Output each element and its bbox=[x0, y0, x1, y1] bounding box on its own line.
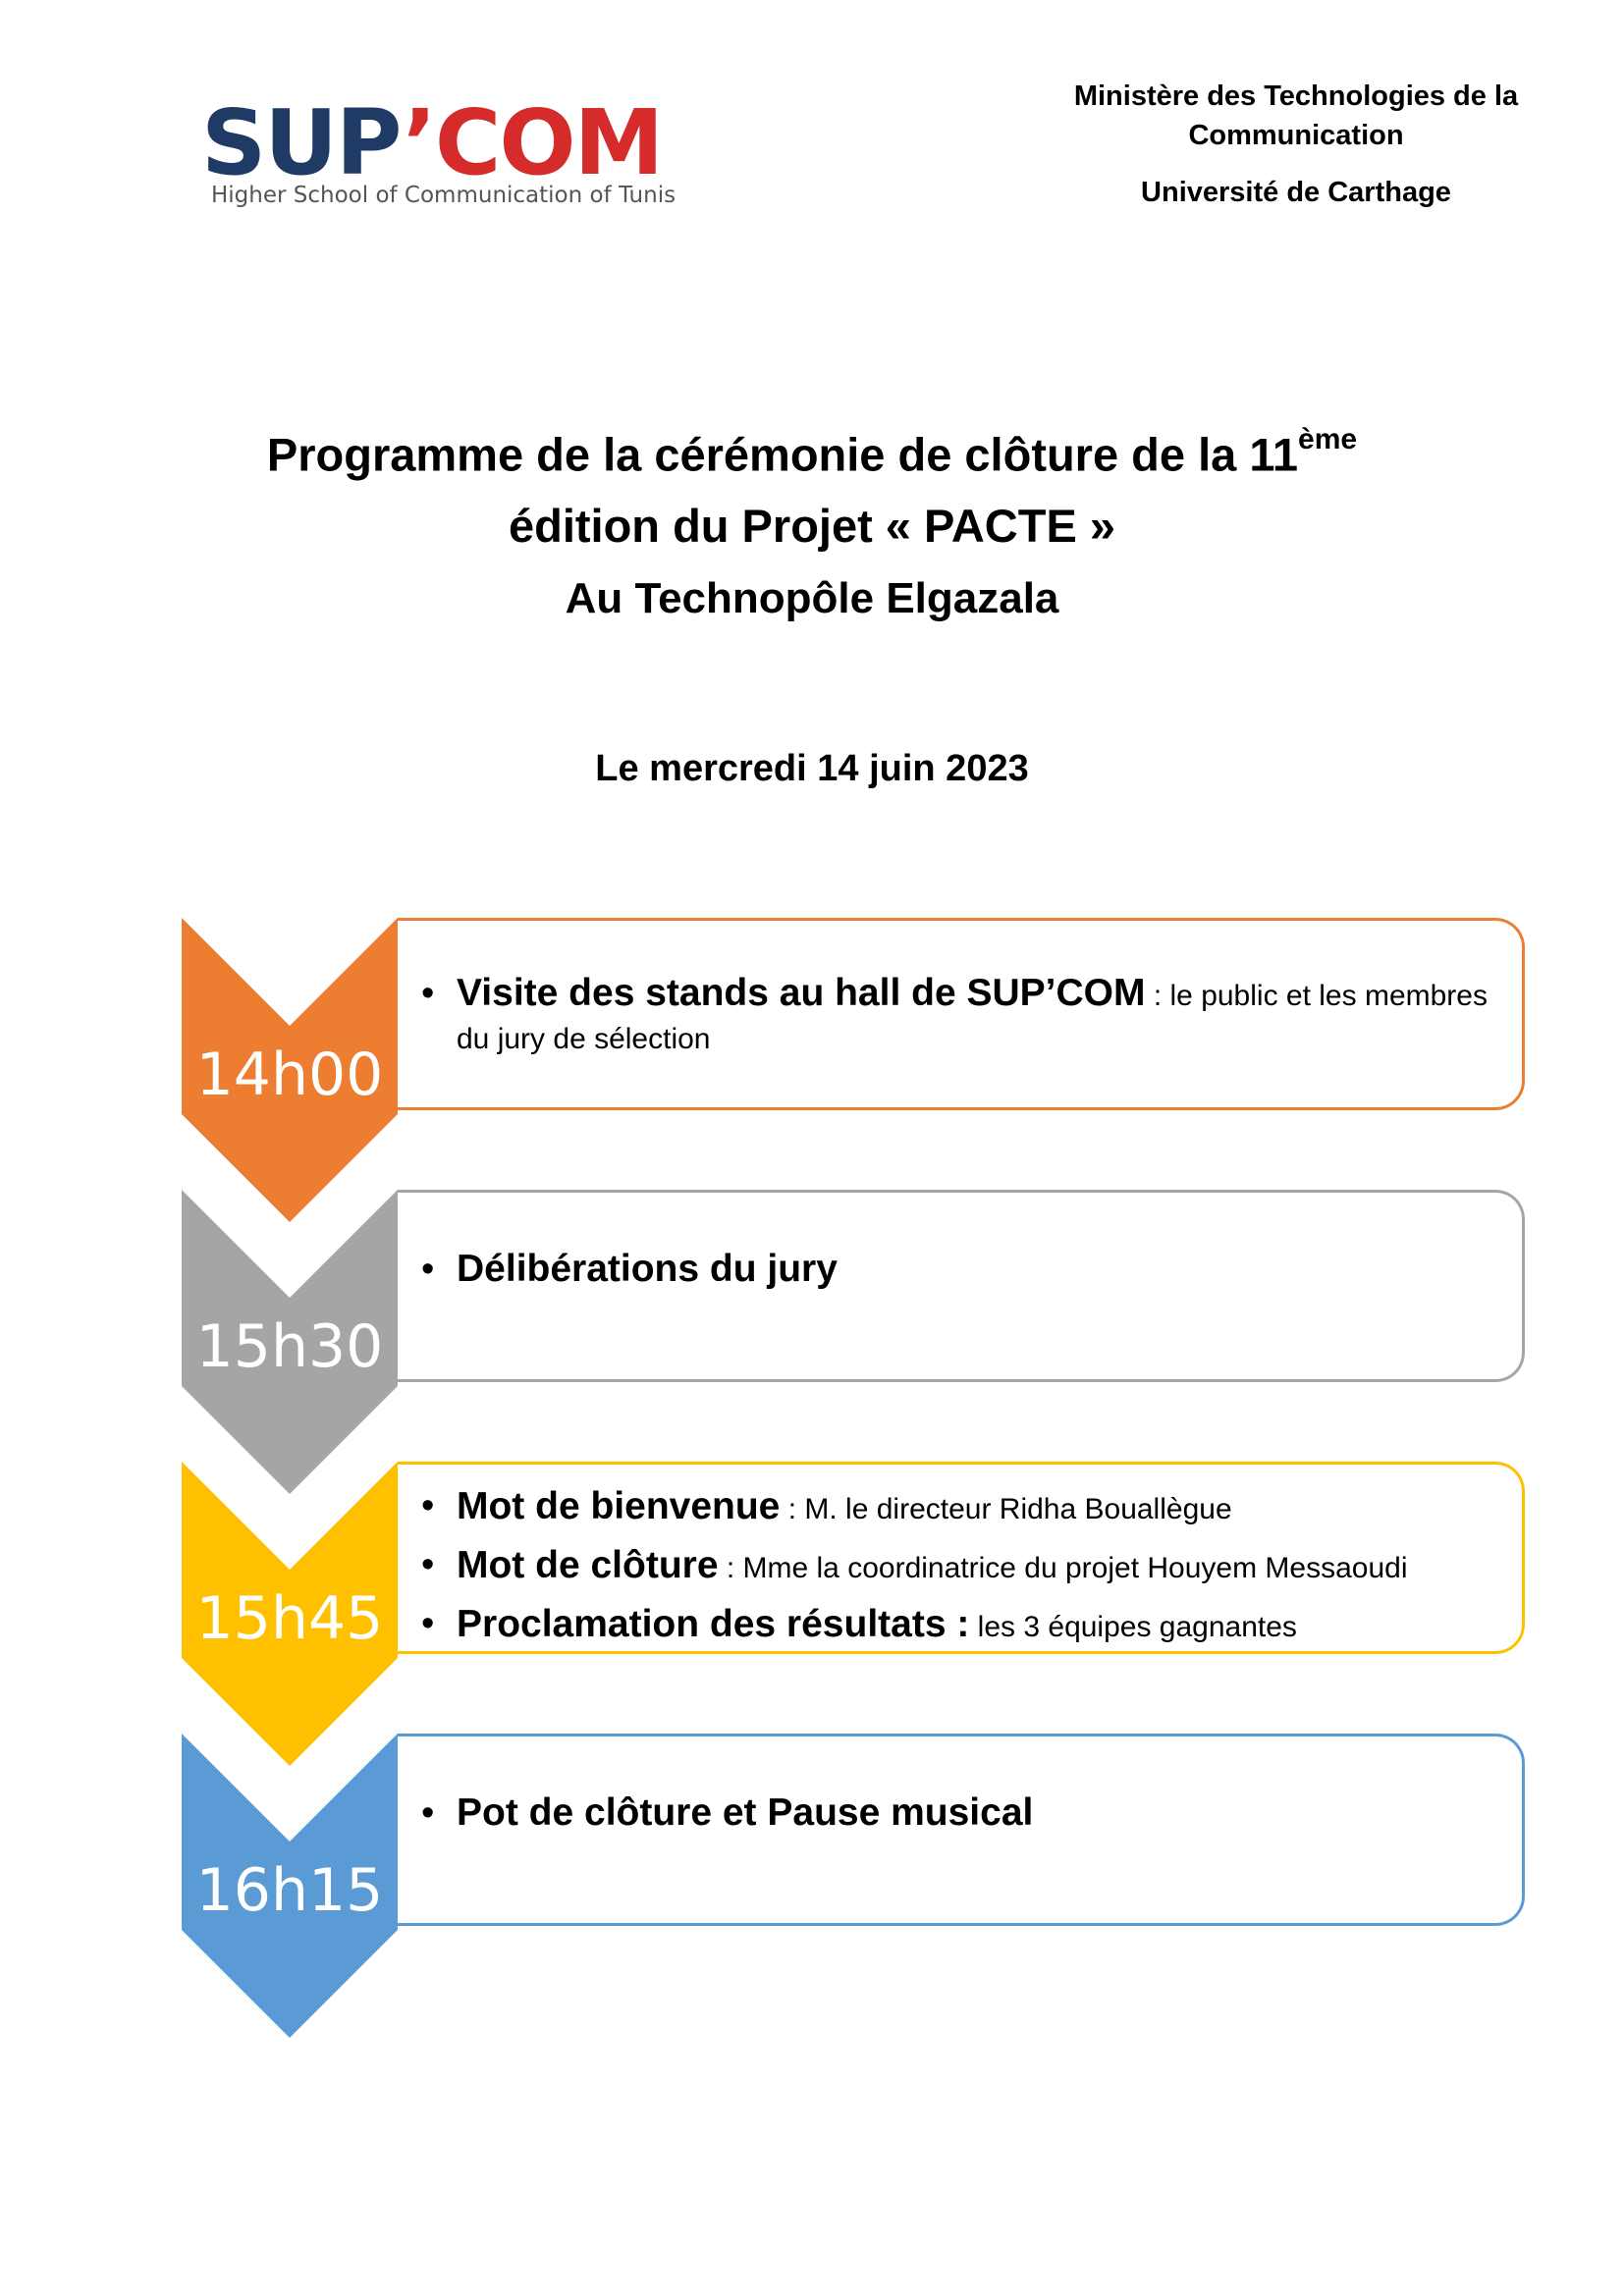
bullet-heading: Mot de clôture bbox=[457, 1544, 719, 1586]
schedule-item-list bbox=[398, 1465, 1522, 1655]
schedule-item-box bbox=[398, 1734, 1525, 1926]
time-label: 15h30 bbox=[195, 1312, 384, 1381]
schedule-bullet bbox=[398, 1537, 1522, 1596]
logo-tagline: Higher School of Communication of Tunis bbox=[211, 183, 677, 208]
title-line1-sup: ème bbox=[1298, 423, 1358, 455]
title-line1 bbox=[147, 410, 1477, 491]
ministry-block bbox=[1060, 77, 1532, 212]
schedule-bullet bbox=[398, 1596, 1522, 1655]
time-label: 15h45 bbox=[195, 1584, 384, 1653]
schedule-bullet bbox=[398, 1248, 1522, 1294]
schedule-bullet bbox=[398, 972, 1522, 1061]
time-label: 16h15 bbox=[195, 1856, 384, 1925]
supcom-logo bbox=[201, 90, 677, 216]
logo-apostrophe: ’ bbox=[402, 90, 435, 195]
time-chevron bbox=[182, 918, 398, 1222]
bullet-heading: Mot de bienvenue bbox=[457, 1485, 781, 1527]
time-chevron bbox=[182, 1462, 398, 1766]
schedule-item-box bbox=[398, 918, 1525, 1110]
schedule-item-box bbox=[398, 1190, 1525, 1382]
schedule-item-box bbox=[398, 1462, 1525, 1654]
ministry-line1: Ministère des Technologies de la bbox=[1073, 80, 1519, 112]
event-date: Le mercredi 14 juin 2023 bbox=[595, 748, 1029, 789]
bullet-detail: les 3 équipes gagnantes bbox=[969, 1611, 1297, 1643]
bullet-heading: Proclamation des résultats : bbox=[457, 1603, 970, 1645]
bullet-heading: Visite des stands au hall de SUP’COM bbox=[457, 972, 1146, 1014]
schedule-bullet bbox=[398, 1478, 1522, 1537]
schedule-item-list bbox=[398, 1736, 1522, 1838]
logo-sup-text: SUP bbox=[201, 90, 403, 195]
university-name: Université de Carthage bbox=[1141, 177, 1451, 208]
time-chevron bbox=[182, 1190, 398, 1494]
logo-wordmark bbox=[201, 90, 663, 195]
schedule-bullet bbox=[398, 1791, 1522, 1838]
bullet-heading: Pot de clôture et Pause musical bbox=[457, 1791, 1034, 1834]
title-line2: édition du Projet « PACTE » bbox=[508, 499, 1116, 552]
schedule-item-list bbox=[398, 1193, 1522, 1294]
venue-title: Au Technopôle Elgazala bbox=[565, 574, 1059, 622]
bullet-detail: : le public et les membres du jury de sélection bbox=[457, 980, 1488, 1055]
title-line1-main: Programme de la cérémonie de clôture de la 11 bbox=[266, 428, 1299, 481]
bullet-detail: : Mme la coordinatrice du projet Houyem Messaoudi bbox=[718, 1552, 1408, 1584]
ministry-line2: Communication bbox=[1188, 120, 1404, 151]
page-title bbox=[147, 410, 1477, 561]
bullet-heading: Délibérations du jury bbox=[457, 1248, 838, 1290]
time-chevron bbox=[182, 1734, 398, 2038]
logo-com-text: COM bbox=[434, 90, 663, 195]
schedule-item-list bbox=[398, 921, 1522, 1061]
bullet-detail: : M. le directeur Ridha Bouallègue bbox=[780, 1493, 1232, 1525]
time-label: 14h00 bbox=[195, 1041, 384, 1109]
